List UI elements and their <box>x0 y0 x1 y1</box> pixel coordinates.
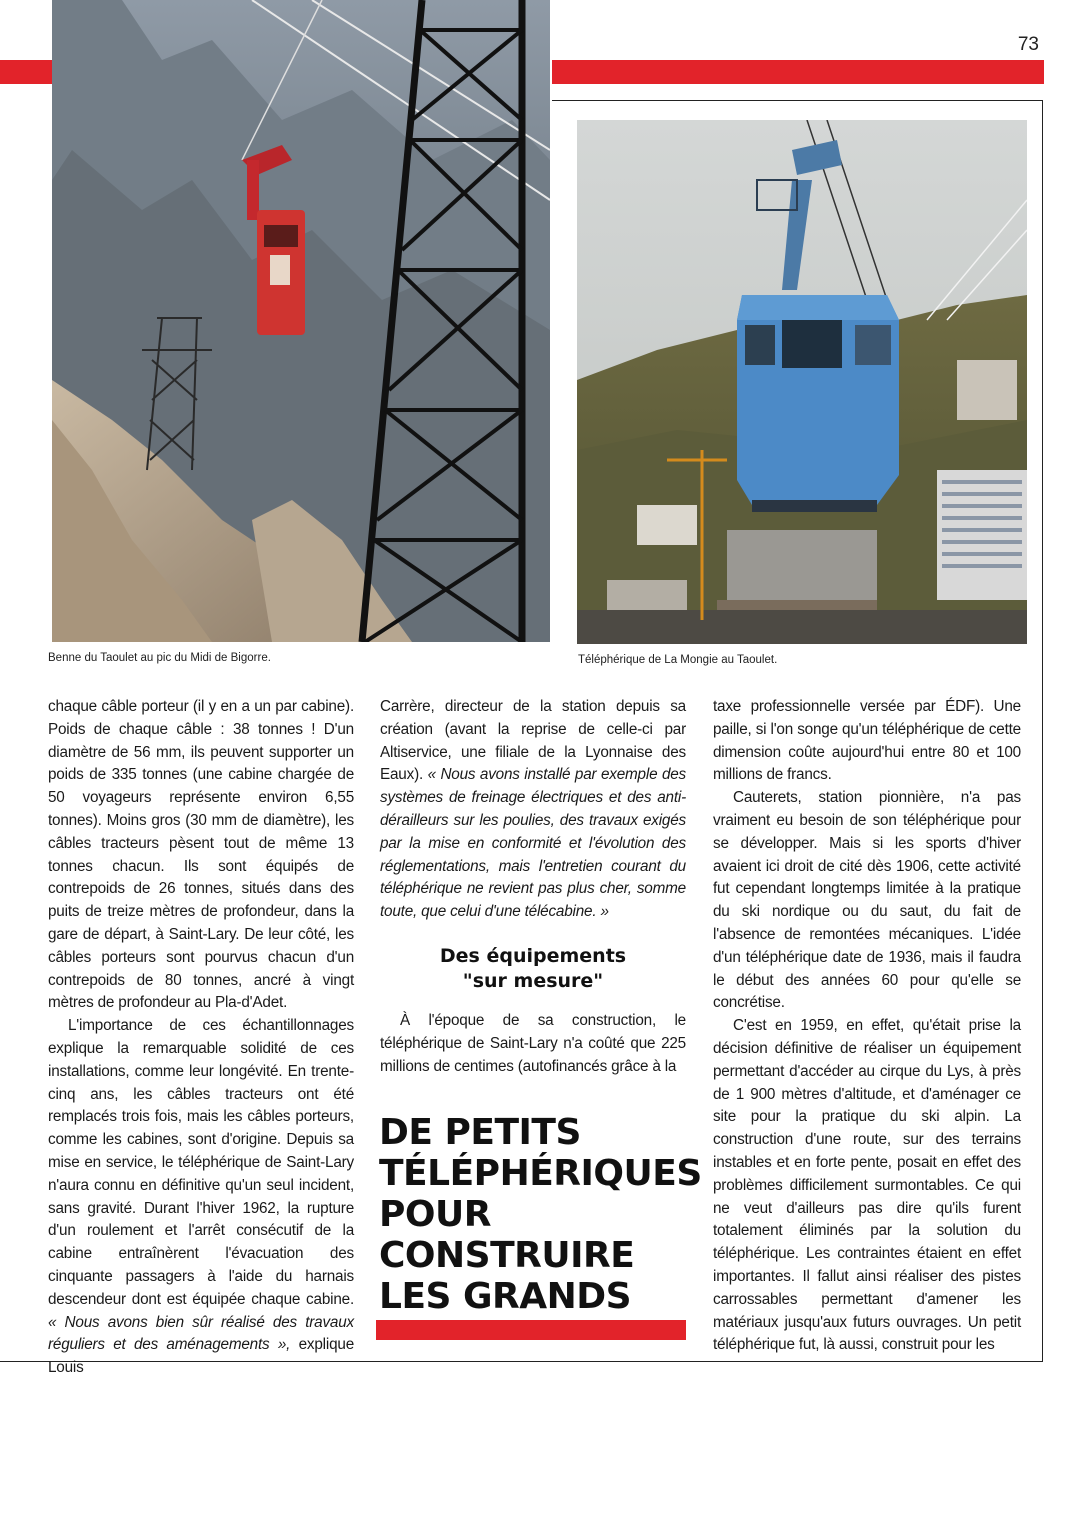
column1-paragraph-2-end: explique Louis <box>48 1336 355 1377</box>
subhead-line-1: Des équipements <box>439 945 627 967</box>
headline-red-bar <box>376 1320 686 1340</box>
column1-paragraph-2 <box>48 1015 354 1380</box>
frame-rule-right <box>1042 100 1043 1362</box>
column3-paragraph-2: Cauterets, station pionnière, n'a pas vraiment eu besoin de son téléphérique pour se développer. Mais si les sports d'hiver avaient ici droit de cité dès 1906, cette activité fut cependant longtemps limitée à la pratique du ski nordique ou du saut, du fait de l'absence de remontées mécaniques. L'idée d'un téléphérique date de 1936, mais il faudra le début des années 60 pour qu'elle se concrétise. <box>713 789 1021 1012</box>
column3-paragraph-1: taxe professionnelle versée par ÉDF). Une paille, si l'on songe qu'un téléphérique de cette dimension coûte aujourd'hui entre 80 et 100 millions de francs. <box>713 698 1021 784</box>
headline-line-1: DE PETITS <box>379 1112 581 1153</box>
column2-quote: « Nous avons installé par exemple des systèmes de freinage électriques et des anti-dérailleurs sur les poulies, des travaux exigés par la mise en conformité et l'évolution des réglementations, mais l'entretien courant du téléphérique ne revient pas plus cher, somme toute, que celui d'une télécabine. » <box>380 766 687 921</box>
red-bar-left <box>0 60 52 84</box>
headline-line-3: POUR <box>379 1194 491 1235</box>
headline-line-5: LES GRANDS <box>379 1276 632 1317</box>
article-column-2 <box>380 696 686 924</box>
column2-paragraph-1-text: Carrère, directeur de la station depuis sa création (avant la reprise de celle-ci par Altiservice, une filiale de la Lyonnaise des Eaux). <box>380 698 686 784</box>
column2-paragraph-2: À l'époque de sa construction, le téléphérique de Saint-Lary n'a coûté que 225 millions de centimes (autofinancés grâce à la <box>380 1012 686 1075</box>
column3-paragraph-3: C'est en 1959, en effet, qu'était prise la décision définitive de réaliser un équipement permettant d'accéder au cirque du Lys, à près de 1 900 mètres d'altitude, et d'aménager ce site pour la pratique du ski alpin. La construction d'une route, sur des terrains instables et en forte pente, posait en effet des problèmes difficilement surmontables. Ce qui ne veut d'ailleurs pas dire qu'ils furent totalement éliminés par la solution du téléphérique. Les contraintes étaient en effet importantes. Il fallut ainsi réaliser des pistes carrossables permettant d'amener les matériaux jusqu'aux futurs ouvrages. Un petit téléphérique fut, là aussi, construit pour les <box>713 1017 1021 1354</box>
article-column-2-continued <box>380 1010 686 1078</box>
photo-red-cable-car <box>52 0 550 642</box>
section-subhead <box>380 944 686 994</box>
caption-left-photo: Benne du Taoulet au pic du Midi de Bigorre. <box>48 652 271 664</box>
page-number: 73 <box>1017 34 1039 55</box>
column1-quote: « Nous avons bien sûr réalisé des travaux réguliers et des aménagements », <box>48 1313 354 1354</box>
column2-paragraph-1 <box>380 696 686 924</box>
column1-paragraph-2-text: L'importance de ces échantillonnages explique la remarquable solidité de ces installations, comme leur longévité. En trente-cinq ans, les câbles tracteurs ont été remplacés trois fois, mais les câbles porteurs, comme les cabines, sont d'origine. Depuis sa mise en service, le téléphérique de Saint-Lary n'aura connu en définitive qu'un seul incident, sans gravité. Durant l'hiver 1962, la rupture d'un roulement et l'arrêt consécutif de la cabine entraînèrent l'évacuation des cinquante passagers à l'aide du harnais descendeur dont est équipée chaque cabine. <box>48 1017 354 1308</box>
article-column-3 <box>713 696 1021 1357</box>
caption-right-photo: Téléphérique de La Mongie au Taoulet. <box>578 654 778 666</box>
subhead-line-2: "sur mesure" <box>462 970 604 992</box>
article-column-1 <box>48 696 354 1380</box>
column1-paragraph-1: chaque câble porteur (il y en a un par cabine). Poids de chaque câble : 38 tonnes ! D'un diamètre de 56 mm, ils peuvent supporter un poids de 335 tonnes (une cabine chargée de 50 voyageurs représente environ 6,55 tonnes). Moins gros (30 mm de diamètre), les câbles tracteurs pèsent tout de même 13 tonnes chacun. Ils sont équipés de contrepoids de 26 tonnes, situés dans des puits de treize mètres de profondeur, dans la gare de départ, à Saint-Lary. De leur côté, les câbles porteurs sont pourvus chacun d'un contrepoids de 80 tonnes, ancré à vingt mètres de profondeur au Pla-d'Adet. <box>48 698 354 1012</box>
red-bar-right <box>552 60 1044 84</box>
headline-line-4: CONSTRUIRE <box>379 1235 635 1276</box>
photo-blue-cable-car <box>577 120 1027 644</box>
sidebar-headline <box>379 1112 702 1317</box>
frame-rule-top <box>552 100 1043 101</box>
headline-line-2: TÉLÉPHÉRIQUES <box>379 1153 702 1194</box>
